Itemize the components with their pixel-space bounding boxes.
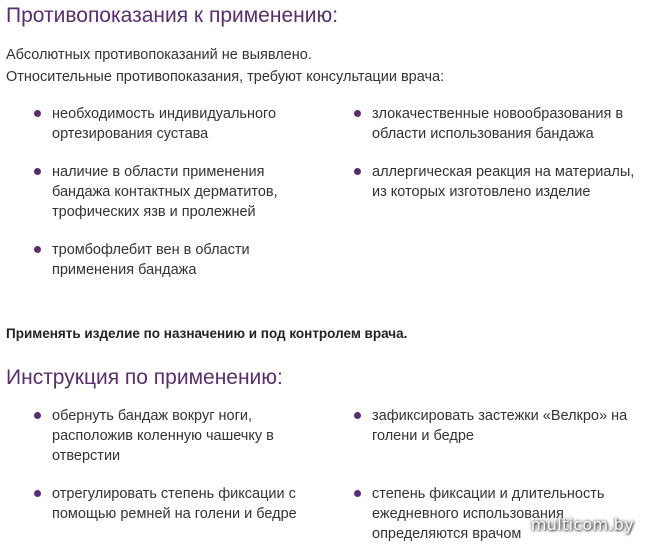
site-watermark: multicom.by <box>530 515 634 534</box>
list-item-text: необходимость индивидуального ортезирования сустава <box>52 106 277 142</box>
bullet-dot-icon <box>34 110 41 117</box>
list-item <box>34 104 334 144</box>
list-item-text: злокачественные новообразования в области использования бандажа <box>372 106 624 142</box>
list-item-text: тромбофлебит вен в области применения бандажа <box>52 242 250 278</box>
list-item <box>354 162 644 202</box>
list-item <box>34 406 334 466</box>
bullet-dot-icon <box>34 168 41 175</box>
list-item <box>354 104 644 144</box>
bullet-dot-icon <box>34 412 41 419</box>
list-item-text: обернуть бандаж вокруг ноги, расположив коленную чашечку в отверстии <box>52 408 274 464</box>
contraindications-intro-line-2: Относительные противопоказания, требуют консультации врача: <box>6 69 445 85</box>
list-item-text: зафиксировать застежки «Велкро» на голени и бедре <box>372 408 628 444</box>
list-item-text: степень фиксации и длительность ежедневного использования определяются врачом <box>372 486 605 542</box>
doctor-control-note: Применять изделие по назначению и под контролем врача. <box>6 326 408 341</box>
contraindications-title: Противопоказания к применению: <box>6 4 339 27</box>
bullet-dot-icon <box>34 490 41 497</box>
list-item <box>34 240 304 280</box>
instructions-title: Инструкция по применению: <box>6 366 283 389</box>
list-item <box>34 162 324 222</box>
list-item <box>354 484 644 544</box>
bullet-dot-icon <box>34 246 41 253</box>
bullet-dot-icon <box>354 110 361 117</box>
list-item-text: аллергическая реакция на материалы, из которых изготовлено изделие <box>372 164 635 200</box>
list-item <box>34 484 339 524</box>
bullet-dot-icon <box>354 168 361 175</box>
bullet-dot-icon <box>354 412 361 419</box>
list-item <box>354 406 644 446</box>
list-item-text: отрегулировать степень фиксации с помощью ремней на голени и бедре <box>52 486 297 522</box>
contraindications-intro-line-1: Абсолютных противопоказаний не выявлено. <box>6 47 312 63</box>
list-item-text: наличие в области применения бандажа контактных дерматитов, трофических язв и пролежней <box>52 164 278 220</box>
bullet-dot-icon <box>354 490 361 497</box>
